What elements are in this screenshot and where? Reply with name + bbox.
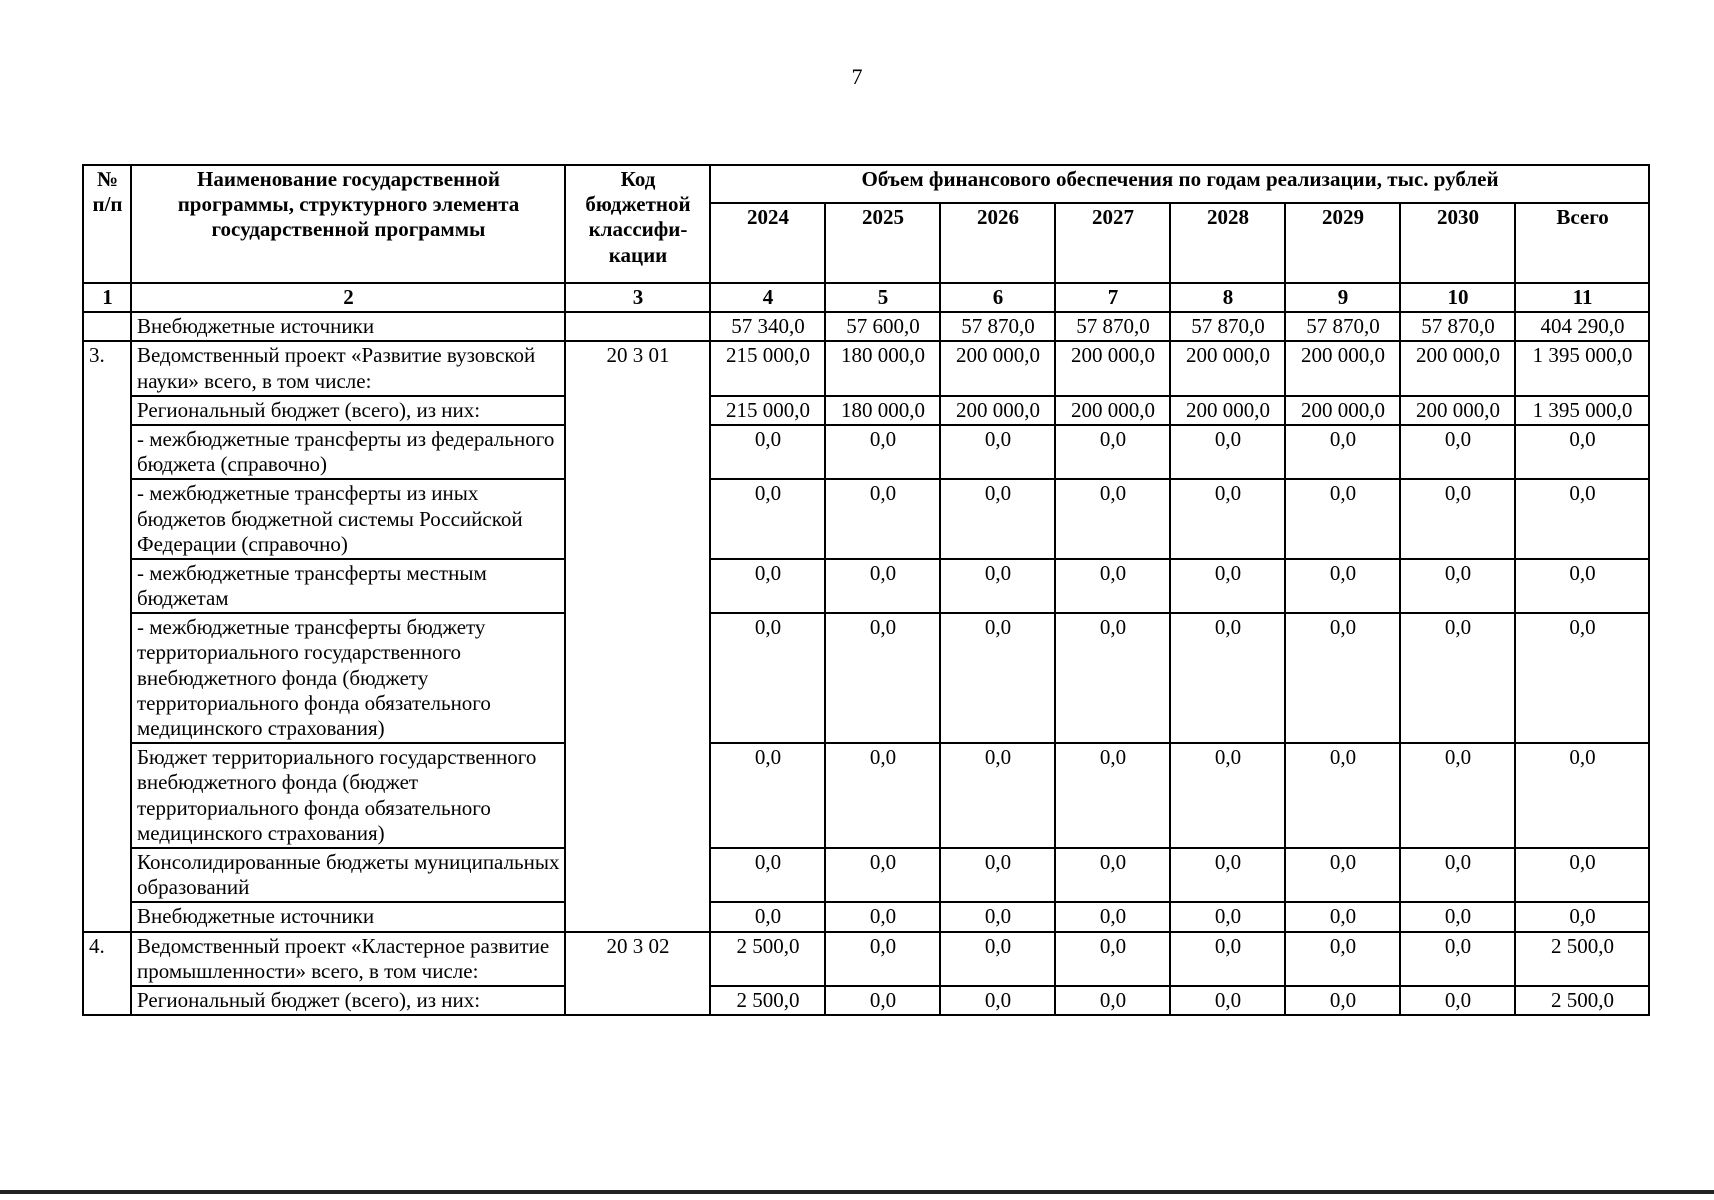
row-value: 0,0 bbox=[1055, 743, 1170, 848]
row-value: 0,0 bbox=[825, 986, 940, 1015]
table-row bbox=[83, 312, 1649, 341]
row-value: 0,0 bbox=[1400, 848, 1515, 902]
row-value: 2 500,0 bbox=[1515, 932, 1649, 986]
row-value: 0,0 bbox=[1400, 559, 1515, 613]
header-funding: Объем финансового обеспечения по годам реализации, тыс. рублей bbox=[710, 165, 1649, 203]
table-row bbox=[83, 848, 1649, 902]
row-value: 0,0 bbox=[1170, 743, 1285, 848]
row-value: 0,0 bbox=[1285, 902, 1400, 931]
row-value: 200 000,0 bbox=[940, 341, 1055, 395]
header-year: 2030 bbox=[1400, 203, 1515, 283]
table-row bbox=[83, 425, 1649, 479]
header-code: Код бюджетной классифи-кации bbox=[565, 165, 710, 283]
row-value: 0,0 bbox=[825, 848, 940, 902]
column-number: 11 bbox=[1515, 283, 1649, 312]
row-name: - межбюджетные трансферты из федерального бюджета (справочно) bbox=[131, 425, 565, 479]
row-value: 200 000,0 bbox=[940, 396, 1055, 425]
row-value: 0,0 bbox=[1400, 986, 1515, 1015]
row-value: 0,0 bbox=[1170, 848, 1285, 902]
row-value: 0,0 bbox=[710, 848, 825, 902]
page-bottom-edge bbox=[0, 1190, 1714, 1194]
row-value: 0,0 bbox=[1515, 425, 1649, 479]
row-value: 57 600,0 bbox=[825, 312, 940, 341]
row-value: 200 000,0 bbox=[1400, 341, 1515, 395]
row-value: 0,0 bbox=[1170, 559, 1285, 613]
row-name: Консолидированные бюджеты муниципальных образований bbox=[131, 848, 565, 902]
row-value: 0,0 bbox=[1285, 613, 1400, 743]
row-value: 0,0 bbox=[1055, 559, 1170, 613]
row-value: 180 000,0 bbox=[825, 341, 940, 395]
column-number: 3 bbox=[565, 283, 710, 312]
row-value: 200 000,0 bbox=[1400, 396, 1515, 425]
row-value: 0,0 bbox=[940, 479, 1055, 559]
row-value: 0,0 bbox=[1170, 613, 1285, 743]
row-value: 0,0 bbox=[710, 902, 825, 931]
column-number-row bbox=[83, 283, 1649, 312]
row-value: 0,0 bbox=[1285, 425, 1400, 479]
row-value: 200 000,0 bbox=[1170, 341, 1285, 395]
row-value: 0,0 bbox=[825, 425, 940, 479]
header-year: 2027 bbox=[1055, 203, 1170, 283]
row-value: 0,0 bbox=[1400, 743, 1515, 848]
row-value: 57 870,0 bbox=[940, 312, 1055, 341]
row-value: 0,0 bbox=[940, 613, 1055, 743]
row-value: 0,0 bbox=[1400, 479, 1515, 559]
table-row bbox=[83, 341, 1649, 395]
table-row bbox=[83, 479, 1649, 559]
row-value: 0,0 bbox=[1055, 902, 1170, 931]
row-value: 1 395 000,0 bbox=[1515, 341, 1649, 395]
header-name: Наименование государственной программы, структурного элемента государственной программы bbox=[131, 165, 565, 283]
row-value: 0,0 bbox=[940, 902, 1055, 931]
column-number: 1 bbox=[83, 283, 131, 312]
table-row bbox=[83, 986, 1649, 1015]
row-value: 0,0 bbox=[940, 932, 1055, 986]
row-code: 20 3 02 bbox=[565, 932, 710, 1016]
row-index bbox=[83, 312, 131, 341]
row-value: 0,0 bbox=[1285, 559, 1400, 613]
column-number: 4 bbox=[710, 283, 825, 312]
row-value: 0,0 bbox=[940, 425, 1055, 479]
row-code: 20 3 01 bbox=[565, 341, 710, 931]
column-number: 2 bbox=[131, 283, 565, 312]
row-name: - межбюджетные трансферты из иных бюджетов бюджетной системы Российской Федерации (справочно) bbox=[131, 479, 565, 559]
row-value: 57 340,0 bbox=[710, 312, 825, 341]
row-value: 0,0 bbox=[1055, 479, 1170, 559]
row-name: Региональный бюджет (всего), из них: bbox=[131, 986, 565, 1015]
row-value: 0,0 bbox=[1285, 743, 1400, 848]
row-value: 0,0 bbox=[825, 479, 940, 559]
row-index: 4. bbox=[83, 932, 131, 1016]
row-value: 0,0 bbox=[1170, 986, 1285, 1015]
table-row bbox=[83, 932, 1649, 986]
header-row-top bbox=[83, 165, 1649, 203]
row-value: 0,0 bbox=[1055, 425, 1170, 479]
header-year: 2024 bbox=[710, 203, 825, 283]
row-name: - межбюджетные трансферты бюджету территориального государственного внебюджетного фонда (бюджету территориального фонда обязательного медицинского страхования) bbox=[131, 613, 565, 743]
row-value: 0,0 bbox=[825, 559, 940, 613]
row-value: 0,0 bbox=[940, 743, 1055, 848]
row-value: 0,0 bbox=[1285, 932, 1400, 986]
row-value: 0,0 bbox=[1055, 986, 1170, 1015]
row-name: - межбюджетные трансферты местным бюджетам bbox=[131, 559, 565, 613]
table-row bbox=[83, 902, 1649, 931]
row-value: 2 500,0 bbox=[710, 986, 825, 1015]
row-value: 0,0 bbox=[710, 559, 825, 613]
budget-table bbox=[82, 164, 1650, 1016]
row-value: 200 000,0 bbox=[1285, 341, 1400, 395]
row-value: 57 870,0 bbox=[1400, 312, 1515, 341]
row-value: 0,0 bbox=[1400, 425, 1515, 479]
header-num: № п/п bbox=[83, 165, 131, 283]
table-row bbox=[83, 396, 1649, 425]
column-number: 5 bbox=[825, 283, 940, 312]
header-year: 2025 bbox=[825, 203, 940, 283]
row-value: 0,0 bbox=[1400, 613, 1515, 743]
header-year-total: Всего bbox=[1515, 203, 1649, 283]
row-value: 57 870,0 bbox=[1055, 312, 1170, 341]
header-year: 2026 bbox=[940, 203, 1055, 283]
row-value: 0,0 bbox=[825, 932, 940, 986]
row-value: 0,0 bbox=[1515, 743, 1649, 848]
row-value: 215 000,0 bbox=[710, 396, 825, 425]
row-code bbox=[565, 312, 710, 341]
row-value: 0,0 bbox=[1285, 848, 1400, 902]
row-value: 0,0 bbox=[940, 848, 1055, 902]
row-value: 215 000,0 bbox=[710, 341, 825, 395]
row-value: 0,0 bbox=[1170, 932, 1285, 986]
row-value: 0,0 bbox=[825, 902, 940, 931]
row-value: 0,0 bbox=[710, 479, 825, 559]
row-value: 0,0 bbox=[1055, 848, 1170, 902]
row-name: Ведомственный проект «Кластерное развитие промышленности» всего, в том числе: bbox=[131, 932, 565, 986]
row-name: Бюджет территориального государственного внебюджетного фонда (бюджет территориального фонда обязательного медицинского страхования) bbox=[131, 743, 565, 848]
column-number: 10 bbox=[1400, 283, 1515, 312]
row-value: 180 000,0 bbox=[825, 396, 940, 425]
column-number: 6 bbox=[940, 283, 1055, 312]
column-number: 7 bbox=[1055, 283, 1170, 312]
row-value: 200 000,0 bbox=[1170, 396, 1285, 425]
row-name: Региональный бюджет (всего), из них: bbox=[131, 396, 565, 425]
row-value: 57 870,0 bbox=[1285, 312, 1400, 341]
row-value: 200 000,0 bbox=[1055, 341, 1170, 395]
row-name: Внебюджетные источники bbox=[131, 312, 565, 341]
row-value: 2 500,0 bbox=[710, 932, 825, 986]
row-value: 0,0 bbox=[1400, 902, 1515, 931]
row-value: 0,0 bbox=[1170, 902, 1285, 931]
row-value: 0,0 bbox=[1055, 613, 1170, 743]
column-number: 9 bbox=[1285, 283, 1400, 312]
table-row bbox=[83, 743, 1649, 848]
row-value: 0,0 bbox=[940, 986, 1055, 1015]
row-value: 0,0 bbox=[710, 613, 825, 743]
row-value: 0,0 bbox=[1400, 932, 1515, 986]
row-value: 200 000,0 bbox=[1285, 396, 1400, 425]
row-value: 1 395 000,0 bbox=[1515, 396, 1649, 425]
row-value: 0,0 bbox=[1515, 902, 1649, 931]
row-value: 0,0 bbox=[1170, 425, 1285, 479]
table-row bbox=[83, 559, 1649, 613]
header-year: 2029 bbox=[1285, 203, 1400, 283]
row-value: 404 290,0 bbox=[1515, 312, 1649, 341]
row-value: 0,0 bbox=[1515, 848, 1649, 902]
row-name: Ведомственный проект «Развитие вузовской науки» всего, в том числе: bbox=[131, 341, 565, 395]
row-value: 0,0 bbox=[710, 743, 825, 848]
row-value: 0,0 bbox=[1285, 986, 1400, 1015]
table-row bbox=[83, 613, 1649, 743]
row-value: 57 870,0 bbox=[1170, 312, 1285, 341]
row-value: 0,0 bbox=[825, 743, 940, 848]
row-value: 0,0 bbox=[1515, 613, 1649, 743]
row-value: 0,0 bbox=[940, 559, 1055, 613]
row-value: 0,0 bbox=[710, 425, 825, 479]
row-value: 0,0 bbox=[1055, 932, 1170, 986]
row-value: 0,0 bbox=[1515, 479, 1649, 559]
row-value: 2 500,0 bbox=[1515, 986, 1649, 1015]
row-value: 0,0 bbox=[1170, 479, 1285, 559]
row-value: 200 000,0 bbox=[1055, 396, 1170, 425]
row-value: 0,0 bbox=[1515, 559, 1649, 613]
page-number: 7 bbox=[851, 64, 863, 89]
row-value: 0,0 bbox=[825, 613, 940, 743]
column-number: 8 bbox=[1170, 283, 1285, 312]
row-name: Внебюджетные источники bbox=[131, 902, 565, 931]
header-year: 2028 bbox=[1170, 203, 1285, 283]
row-index: 3. bbox=[83, 341, 131, 931]
row-value: 0,0 bbox=[1285, 479, 1400, 559]
